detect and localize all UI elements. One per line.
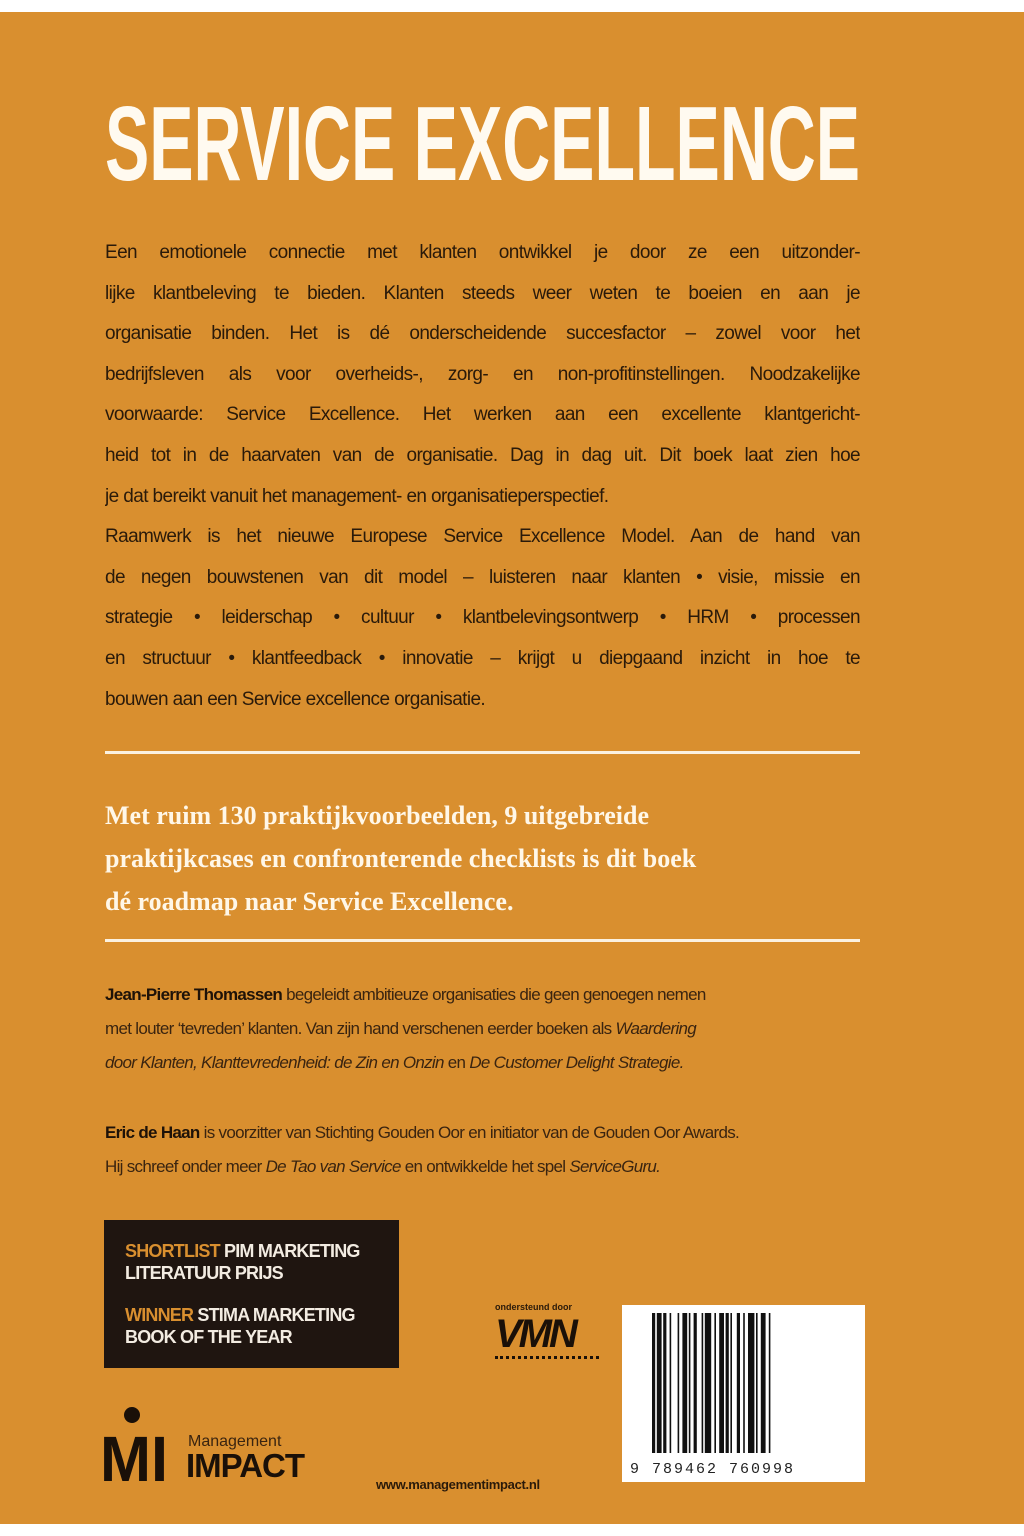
- isbn-number: 9 789462 760998: [630, 1461, 796, 1478]
- barcode-bar: [702, 1313, 704, 1453]
- barcode-bar: [652, 1313, 655, 1453]
- barcode-bar: [737, 1313, 740, 1453]
- award-status: SHORTLIST: [125, 1241, 220, 1261]
- award-name: LITERATUUR PRIJS: [125, 1263, 283, 1283]
- book-title-ref: Waardering: [615, 1019, 697, 1038]
- description-line: voorwaarde: Service Excellence. Het werken aan een excellente klantgericht-: [105, 404, 860, 426]
- description-line: organisatie binden. Het is dé onderscheidende succesfactor – zowel voor het: [105, 323, 860, 345]
- description-line: Raamwerk is het nieuwe Europese Service Excellence Model. Aan de hand van: [105, 526, 860, 548]
- barcode-bar: [694, 1313, 697, 1453]
- barcode-bar: [726, 1313, 729, 1453]
- svg-text:MI: MI: [100, 1423, 168, 1487]
- bio-text: is voorzitter van Stichting Gouden Oor en initiator van de Gouden Oor Awards.: [199, 1123, 740, 1142]
- publisher-url[interactable]: www.managementimpact.nl: [376, 1477, 540, 1492]
- publisher-logo: [100, 1405, 340, 1485]
- book-title: [105, 90, 865, 190]
- book-title-ref: De Tao van Service: [265, 1157, 401, 1176]
- barcode-bar: [769, 1313, 771, 1453]
- quote-line: Met ruim 130 praktijkvoorbeelden, 9 uitgebreide: [105, 801, 650, 830]
- barcode-bar: [719, 1313, 724, 1453]
- book-back-cover: [0, 12, 1024, 1524]
- barcode-bars: [622, 1305, 865, 1460]
- publisher-name: IMPACT: [186, 1447, 305, 1484]
- description-line: strategie • leiderschap • cultuur • klantbelevingsontwerp • HRM • processen: [105, 607, 860, 629]
- divider-top: [105, 751, 860, 754]
- barcode-bar: [743, 1313, 745, 1453]
- quote-line: praktijkcases en confronterende checklists is dit boek: [105, 844, 697, 873]
- bio-text: en ontwikkelde het spel: [400, 1157, 570, 1176]
- highlight-quote: [105, 794, 865, 923]
- sponsor-logo: [495, 1302, 605, 1374]
- sponsor-label: ondersteund door: [495, 1302, 572, 1312]
- bio-text: begeleidt ambitieuze organisaties die geen genoegen nemen: [282, 985, 706, 1004]
- book-title-ref: door Klanten, Klanttevredenheid: de Zin en Onzin: [105, 1053, 444, 1072]
- barcode-bar: [670, 1313, 672, 1453]
- book-title-ref: ServiceGuru.: [569, 1157, 661, 1176]
- barcode-bar: [657, 1313, 662, 1453]
- barcode-bar: [714, 1313, 716, 1453]
- author-bio-thomassen: [105, 978, 865, 1080]
- vmn-logo: VMN: [495, 1312, 575, 1356]
- award-status: WINNER: [125, 1305, 194, 1325]
- description-line: bedrijfsleven als voor overheids-, zorg- en non-profitinstellingen. Noodzakelijke: [105, 363, 860, 385]
- book-title-ref: De Customer Delight Strategie.: [469, 1053, 684, 1072]
- bio-text: met louter ‘tevreden’ klanten. Van zijn hand verschenen eerder boeken als: [105, 1019, 616, 1038]
- barcode-bar: [663, 1313, 666, 1453]
- barcode-bar: [761, 1313, 766, 1453]
- awards-box: [104, 1220, 399, 1368]
- author-bio-de-haan: [105, 1116, 865, 1184]
- award-name: STIMA MARKETING: [193, 1305, 355, 1325]
- description-line: lijke klantbeleving te bieden. Klanten steeds weer weten te boeien en aan je: [105, 282, 860, 304]
- award-name: PIM MARKETING: [219, 1241, 360, 1261]
- barcode-bar: [748, 1313, 754, 1453]
- award-winner: [125, 1304, 355, 1348]
- award-shortlist: [125, 1240, 360, 1284]
- description-line: heid tot in de haarvaten van de organisatie. Dag in dag uit. Dit boek laat zien hoe: [105, 444, 860, 466]
- isbn-barcode: [622, 1305, 865, 1482]
- description-line: en structuur • klantfeedback • innovatie – krijgt u diepgaand inzicht in hoe te: [105, 647, 860, 669]
- barcode-bar: [689, 1313, 691, 1453]
- bio-text: en: [443, 1053, 470, 1072]
- description-line: Een emotionele connectie met klanten ontwikkel je door ze een uitzonder-: [105, 242, 860, 263]
- barcode-bar: [730, 1313, 732, 1453]
- barcode-bar: [705, 1313, 711, 1453]
- author-name: Jean-Pierre Thomassen: [105, 985, 283, 1004]
- description-line: je dat bereikt vanuit het management- en organisatieperspectief.: [105, 485, 609, 507]
- award-name: BOOK OF THE YEAR: [125, 1327, 292, 1347]
- description-line: bouwen aan een Service excellence organisatie.: [105, 688, 486, 710]
- barcode-bar: [756, 1313, 758, 1453]
- description: [105, 233, 860, 720]
- svg-text:SERVICE EXCELLENCE: SERVICE EXCELLENCE: [105, 90, 860, 190]
- author-name: Eric de Haan: [105, 1123, 200, 1142]
- description-line: de negen bouwstenen van dit model – luisteren naar klanten • visie, missie en: [105, 566, 860, 588]
- bio-text: Hij schreef onder meer: [105, 1157, 266, 1176]
- barcode-bar: [678, 1313, 680, 1453]
- barcode-bar: [682, 1313, 687, 1453]
- divider-bottom: [105, 939, 860, 942]
- quote-line: dé roadmap naar Service Excellence.: [105, 887, 514, 916]
- publisher-name-top: Management: [188, 1433, 282, 1450]
